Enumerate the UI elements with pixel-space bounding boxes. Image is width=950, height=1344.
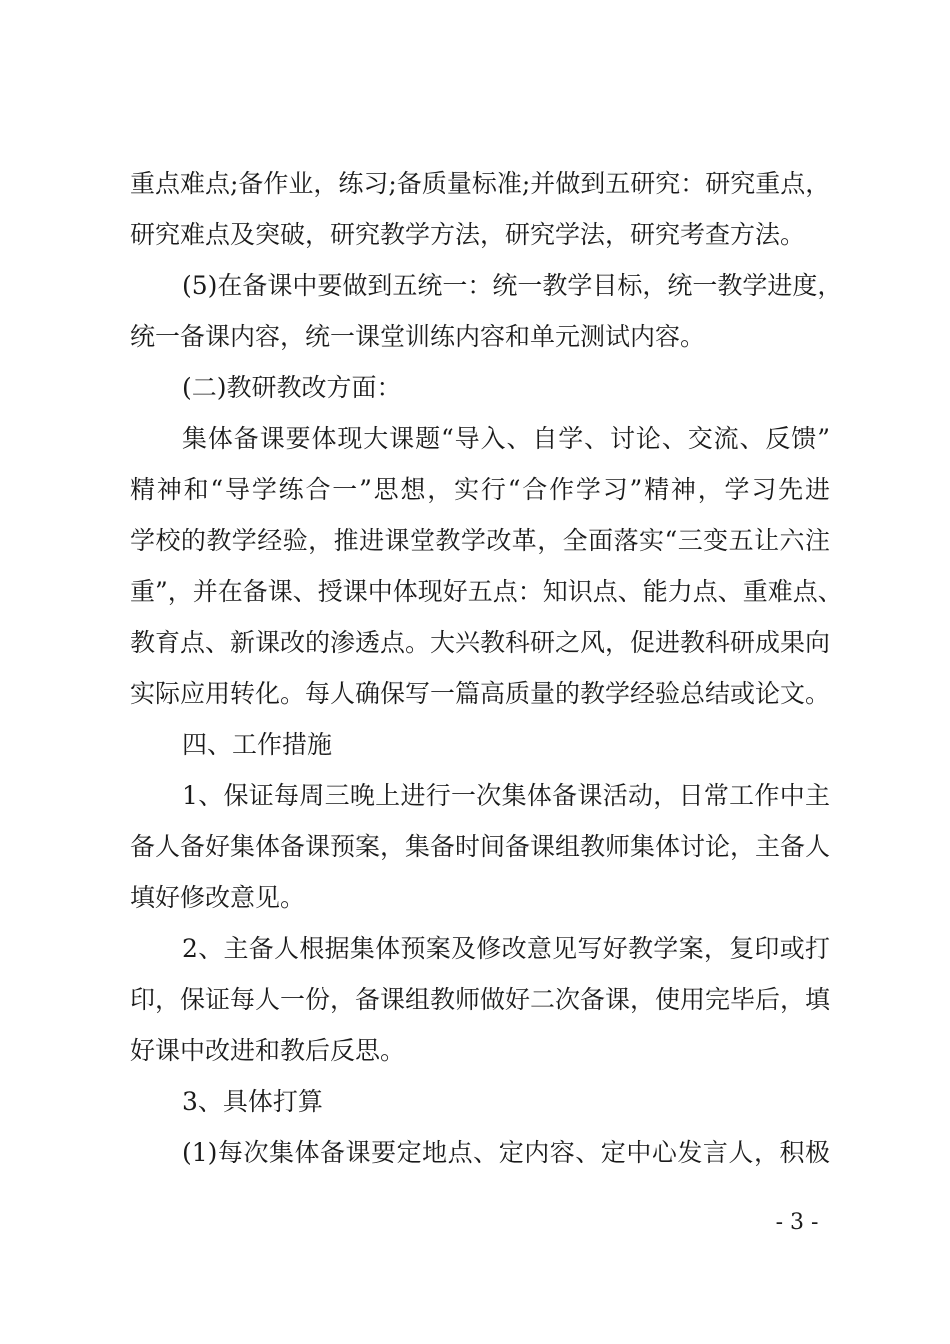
section-heading: (二)教研教改方面： <box>182 373 402 402</box>
page-number: - 3 - <box>775 1210 819 1235</box>
text-line: 重点难点;备作业，练习;备质量标准;并做到五研究：研究重点， <box>130 169 831 198</box>
text-line: 学校的教学经验，推进课堂教学改革，全面落实“三变五让六注 <box>130 526 830 555</box>
text-line: 教育点、新课改的渗透点。大兴教科研之风，促进教科研成果向 <box>130 628 831 657</box>
text-line: 研究难点及突破，研究教学方法，研究学法，研究考查方法。 <box>130 220 806 249</box>
text-line: 精神和“导学练合一”思想，实行“合作学习”精神，学习先进 <box>130 475 830 504</box>
text-line: (5)在备课中要做到五统一：统一教学目标，统一教学进度， <box>182 271 843 300</box>
text-line: 2、主备人根据集体预案及修改意见写好教学案，复印或打 <box>182 934 830 963</box>
text-line: 印，保证每人一份，备课组教师做好二次备课，使用完毕后，填 <box>130 985 831 1014</box>
text-line: 1、保证每周三晚上进行一次集体备课活动，日常工作中主 <box>182 781 830 810</box>
text-line: 好课中改进和教后反思。 <box>130 1036 406 1065</box>
text-line: 备人备好集体备课预案，集备时间备课组教师集体讨论，主备人 <box>130 832 831 861</box>
text-line: 统一备课内容，统一课堂训练内容和单元测试内容。 <box>130 322 706 351</box>
text-line: 填好修改意见。 <box>130 883 306 912</box>
text-line: 集体备课要体现大课题“导入、自学、讨论、交流、反馈” <box>182 424 830 453</box>
text-line: (1)每次集体备课要定地点、定内容、定中心发言人，积极 <box>182 1138 830 1167</box>
text-line: 实际应用转化。每人确保写一篇高质量的教学经验总结或论文。 <box>130 679 831 708</box>
text-line: 重”，并在备课、授课中体现好五点：知识点、能力点、重难点、 <box>130 577 843 606</box>
section-heading: 3、具体打算 <box>182 1087 323 1116</box>
section-heading: 四、工作措施 <box>182 730 333 759</box>
